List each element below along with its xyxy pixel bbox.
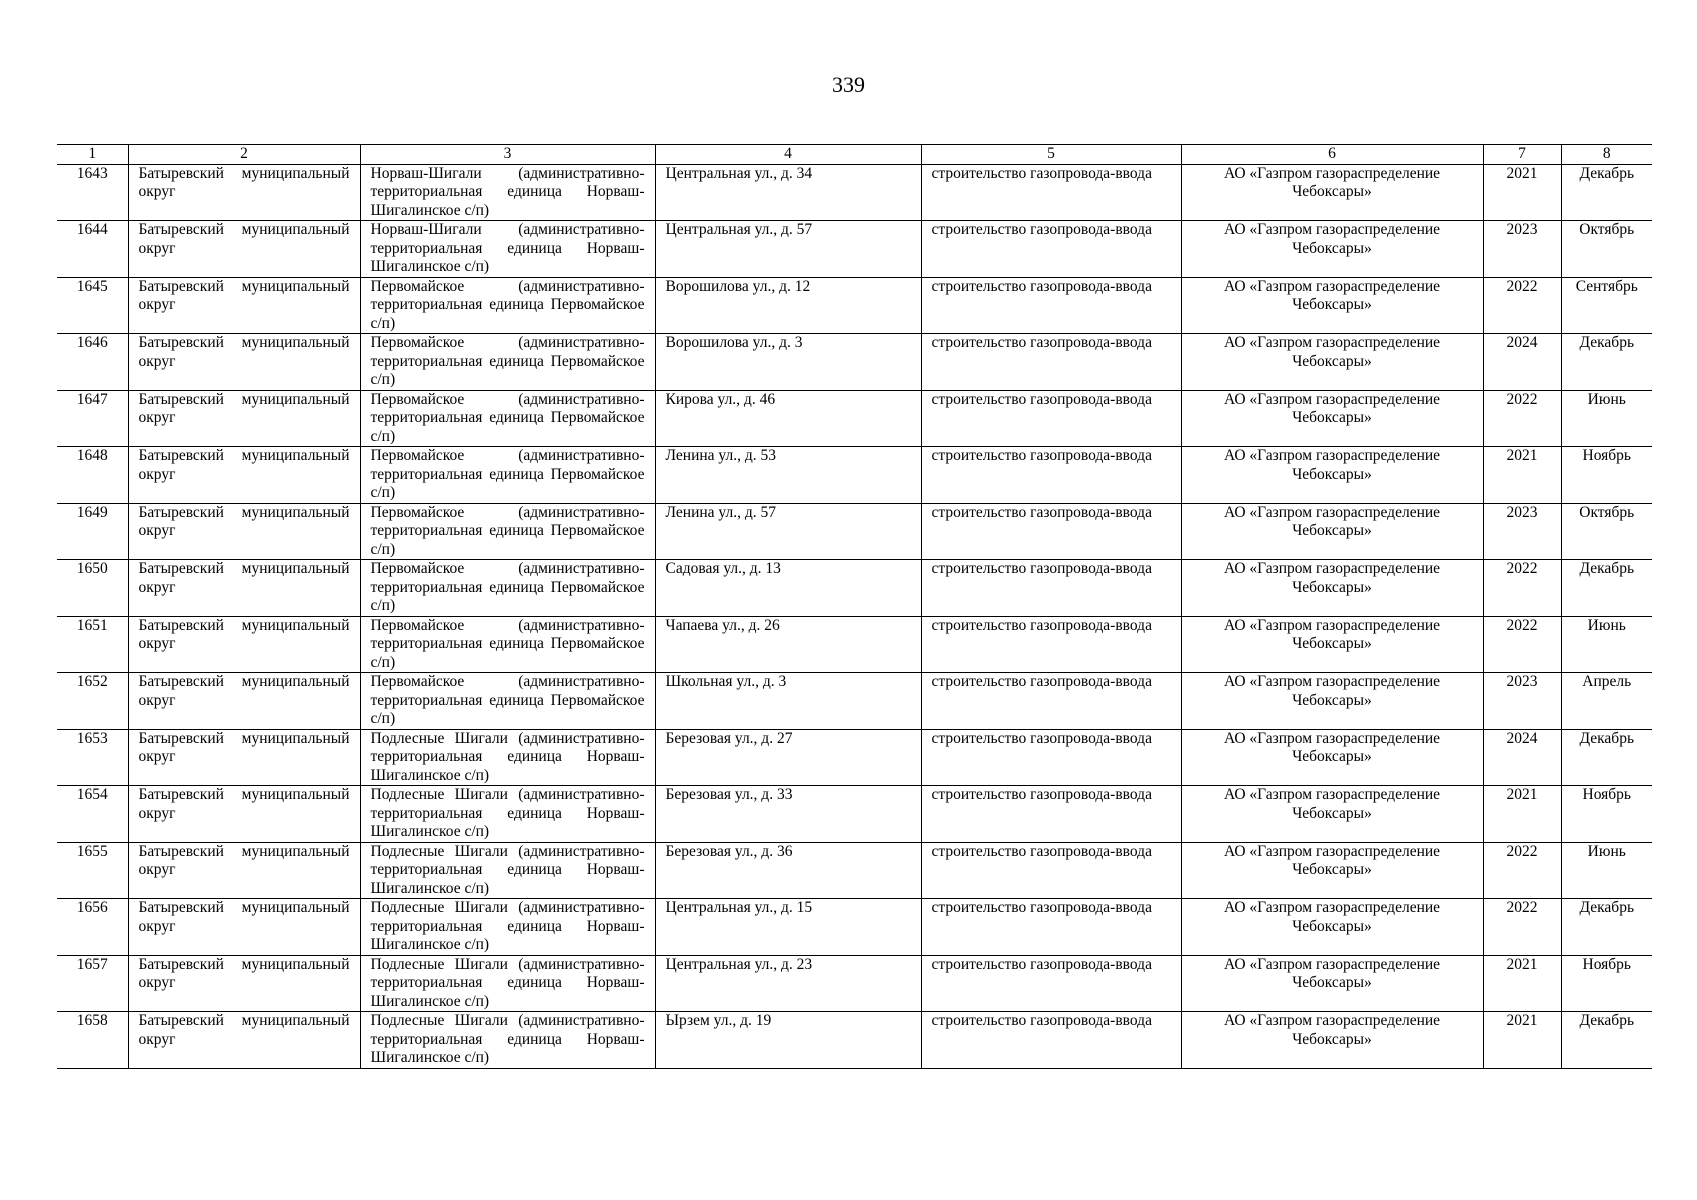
organization-cell: АО «Газпром газораспределение Чебоксары» <box>1181 447 1483 504</box>
table-body <box>57 164 1652 1068</box>
address-cell: Ырзем ул., д. 19 <box>655 1012 921 1069</box>
locality-cell: Первомайское (административно-территориальная единица Первомайское с/п) <box>360 673 655 730</box>
year-cell: 2023 <box>1483 503 1561 560</box>
table-row <box>57 1012 1652 1069</box>
row-number-cell: 1646 <box>57 334 128 391</box>
table-row <box>57 729 1652 786</box>
column-number: 4 <box>655 145 921 165</box>
organization-cell: АО «Газпром газораспределение Чебоксары» <box>1181 164 1483 221</box>
year-cell: 2021 <box>1483 1012 1561 1069</box>
locality-cell: Первомайское (административно-территориальная единица Первомайское с/п) <box>360 616 655 673</box>
district-cell: Батыревский муниципальный округ <box>128 1012 360 1069</box>
row-number-cell: 1658 <box>57 1012 128 1069</box>
work-type-cell: строительство газопровода-ввода <box>921 842 1181 899</box>
row-number-cell: 1655 <box>57 842 128 899</box>
organization-cell: АО «Газпром газораспределение Чебоксары» <box>1181 616 1483 673</box>
work-type-cell: строительство газопровода-ввода <box>921 503 1181 560</box>
year-cell: 2023 <box>1483 221 1561 278</box>
month-cell: Июнь <box>1561 842 1652 899</box>
organization-cell: АО «Газпром газораспределение Чебоксары» <box>1181 842 1483 899</box>
work-type-cell: строительство газопровода-ввода <box>921 164 1181 221</box>
district-cell: Батыревский муниципальный округ <box>128 616 360 673</box>
work-type-cell: строительство газопровода-ввода <box>921 221 1181 278</box>
address-cell: Садовая ул., д. 13 <box>655 560 921 617</box>
locality-cell: Первомайское (административно-территориальная единица Первомайское с/п) <box>360 334 655 391</box>
table-row <box>57 277 1652 334</box>
district-cell: Батыревский муниципальный округ <box>128 842 360 899</box>
row-number-cell: 1651 <box>57 616 128 673</box>
row-number-cell: 1652 <box>57 673 128 730</box>
locality-cell: Подлесные Шигали (административно-территориальная единица Норваш-Шигалинское с/п) <box>360 1012 655 1069</box>
work-type-cell: строительство газопровода-ввода <box>921 899 1181 956</box>
year-cell: 2024 <box>1483 729 1561 786</box>
table-row <box>57 673 1652 730</box>
locality-cell: Первомайское (административно-территориальная единица Первомайское с/п) <box>360 277 655 334</box>
month-cell: Апрель <box>1561 673 1652 730</box>
district-cell: Батыревский муниципальный округ <box>128 673 360 730</box>
year-cell: 2021 <box>1483 164 1561 221</box>
year-cell: 2023 <box>1483 673 1561 730</box>
address-cell: Центральная ул., д. 57 <box>655 221 921 278</box>
month-cell: Июнь <box>1561 616 1652 673</box>
month-cell: Октябрь <box>1561 221 1652 278</box>
row-number-cell: 1645 <box>57 277 128 334</box>
address-cell: Школьная ул., д. 3 <box>655 673 921 730</box>
column-number: 8 <box>1561 145 1652 165</box>
month-cell: Ноябрь <box>1561 786 1652 843</box>
district-cell: Батыревский муниципальный округ <box>128 955 360 1012</box>
work-type-cell: строительство газопровода-ввода <box>921 1012 1181 1069</box>
address-cell: Березовая ул., д. 36 <box>655 842 921 899</box>
column-number: 1 <box>57 145 128 165</box>
row-number-cell: 1654 <box>57 786 128 843</box>
month-cell: Декабрь <box>1561 334 1652 391</box>
year-cell: 2024 <box>1483 334 1561 391</box>
table-row <box>57 334 1652 391</box>
district-cell: Батыревский муниципальный округ <box>128 390 360 447</box>
table-row <box>57 560 1652 617</box>
district-cell: Батыревский муниципальный округ <box>128 786 360 843</box>
address-cell: Березовая ул., д. 27 <box>655 729 921 786</box>
organization-cell: АО «Газпром газораспределение Чебоксары» <box>1181 673 1483 730</box>
work-type-cell: строительство газопровода-ввода <box>921 560 1181 617</box>
organization-cell: АО «Газпром газораспределение Чебоксары» <box>1181 277 1483 334</box>
row-number-cell: 1650 <box>57 560 128 617</box>
work-type-cell: строительство газопровода-ввода <box>921 277 1181 334</box>
locality-cell: Норваш-Шигали (административно-территориальная единица Норваш-Шигалинское с/п) <box>360 221 655 278</box>
column-number: 6 <box>1181 145 1483 165</box>
district-cell: Батыревский муниципальный округ <box>128 277 360 334</box>
district-cell: Батыревский муниципальный округ <box>128 447 360 504</box>
year-cell: 2021 <box>1483 955 1561 1012</box>
year-cell: 2022 <box>1483 277 1561 334</box>
locality-cell: Первомайское (административно-территориальная единица Первомайское с/п) <box>360 447 655 504</box>
work-type-cell: строительство газопровода-ввода <box>921 616 1181 673</box>
work-type-cell: строительство газопровода-ввода <box>921 334 1181 391</box>
row-number-cell: 1647 <box>57 390 128 447</box>
row-number-cell: 1657 <box>57 955 128 1012</box>
year-cell: 2021 <box>1483 447 1561 504</box>
locality-cell: Подлесные Шигали (административно-территориальная единица Норваш-Шигалинское с/п) <box>360 786 655 843</box>
page-number: 339 <box>832 72 865 97</box>
row-number-cell: 1648 <box>57 447 128 504</box>
month-cell: Декабрь <box>1561 899 1652 956</box>
district-cell: Батыревский муниципальный округ <box>128 221 360 278</box>
column-number: 7 <box>1483 145 1561 165</box>
organization-cell: АО «Газпром газораспределение Чебоксары» <box>1181 955 1483 1012</box>
organization-cell: АО «Газпром газораспределение Чебоксары» <box>1181 786 1483 843</box>
locality-cell: Подлесные Шигали (административно-территориальная единица Норваш-Шигалинское с/п) <box>360 842 655 899</box>
organization-cell: АО «Газпром газораспределение Чебоксары» <box>1181 221 1483 278</box>
year-cell: 2022 <box>1483 842 1561 899</box>
month-cell: Декабрь <box>1561 1012 1652 1069</box>
month-cell: Июнь <box>1561 390 1652 447</box>
work-type-cell: строительство газопровода-ввода <box>921 673 1181 730</box>
district-cell: Батыревский муниципальный округ <box>128 334 360 391</box>
year-cell: 2022 <box>1483 560 1561 617</box>
address-cell: Центральная ул., д. 34 <box>655 164 921 221</box>
district-cell: Батыревский муниципальный округ <box>128 729 360 786</box>
work-type-cell: строительство газопровода-ввода <box>921 729 1181 786</box>
organization-cell: АО «Газпром газораспределение Чебоксары» <box>1181 1012 1483 1069</box>
work-type-cell: строительство газопровода-ввода <box>921 390 1181 447</box>
month-cell: Ноябрь <box>1561 955 1652 1012</box>
address-cell: Центральная ул., д. 15 <box>655 899 921 956</box>
year-cell: 2021 <box>1483 786 1561 843</box>
work-type-cell: строительство газопровода-ввода <box>921 786 1181 843</box>
locality-cell: Первомайское (административно-территориальная единица Первомайское с/п) <box>360 560 655 617</box>
locality-cell: Первомайское (административно-территориальная единица Первомайское с/п) <box>360 503 655 560</box>
month-cell: Сентябрь <box>1561 277 1652 334</box>
locality-cell: Подлесные Шигали (административно-территориальная единица Норваш-Шигалинское с/п) <box>360 899 655 956</box>
table-row <box>57 390 1652 447</box>
row-number-cell: 1643 <box>57 164 128 221</box>
table-row <box>57 503 1652 560</box>
register-table <box>57 144 1652 1069</box>
table-row <box>57 221 1652 278</box>
month-cell: Декабрь <box>1561 729 1652 786</box>
table-row <box>57 899 1652 956</box>
address-cell: Чапаева ул., д. 26 <box>655 616 921 673</box>
column-number: 2 <box>128 145 360 165</box>
year-cell: 2022 <box>1483 390 1561 447</box>
organization-cell: АО «Газпром газораспределение Чебоксары» <box>1181 390 1483 447</box>
table-row <box>57 842 1652 899</box>
year-cell: 2022 <box>1483 616 1561 673</box>
address-cell: Ворошилова ул., д. 3 <box>655 334 921 391</box>
month-cell: Декабрь <box>1561 164 1652 221</box>
table-row <box>57 955 1652 1012</box>
column-number: 5 <box>921 145 1181 165</box>
table-row <box>57 447 1652 504</box>
address-cell: Березовая ул., д. 33 <box>655 786 921 843</box>
row-number-cell: 1656 <box>57 899 128 956</box>
work-type-cell: строительство газопровода-ввода <box>921 955 1181 1012</box>
organization-cell: АО «Газпром газораспределение Чебоксары» <box>1181 334 1483 391</box>
organization-cell: АО «Газпром газораспределение Чебоксары» <box>1181 729 1483 786</box>
year-cell: 2022 <box>1483 899 1561 956</box>
district-cell: Батыревский муниципальный округ <box>128 560 360 617</box>
district-cell: Батыревский муниципальный округ <box>128 164 360 221</box>
organization-cell: АО «Газпром газораспределение Чебоксары» <box>1181 899 1483 956</box>
locality-cell: Подлесные Шигали (административно-территориальная единица Норваш-Шигалинское с/п) <box>360 955 655 1012</box>
work-type-cell: строительство газопровода-ввода <box>921 447 1181 504</box>
organization-cell: АО «Газпром газораспределение Чебоксары» <box>1181 503 1483 560</box>
district-cell: Батыревский муниципальный округ <box>128 503 360 560</box>
address-cell: Центральная ул., д. 23 <box>655 955 921 1012</box>
row-number-cell: 1644 <box>57 221 128 278</box>
district-cell: Батыревский муниципальный округ <box>128 899 360 956</box>
locality-cell: Подлесные Шигали (административно-территориальная единица Норваш-Шигалинское с/п) <box>360 729 655 786</box>
column-number-row <box>57 145 1652 165</box>
month-cell: Ноябрь <box>1561 447 1652 504</box>
table-row <box>57 616 1652 673</box>
address-cell: Ворошилова ул., д. 12 <box>655 277 921 334</box>
table-row <box>57 786 1652 843</box>
month-cell: Декабрь <box>1561 560 1652 617</box>
address-cell: Ленина ул., д. 53 <box>655 447 921 504</box>
locality-cell: Норваш-Шигали (административно-территориальная единица Норваш-Шигалинское с/п) <box>360 164 655 221</box>
table-row <box>57 164 1652 221</box>
row-number-cell: 1649 <box>57 503 128 560</box>
month-cell: Октябрь <box>1561 503 1652 560</box>
address-cell: Ленина ул., д. 57 <box>655 503 921 560</box>
organization-cell: АО «Газпром газораспределение Чебоксары» <box>1181 560 1483 617</box>
row-number-cell: 1653 <box>57 729 128 786</box>
column-number: 3 <box>360 145 655 165</box>
address-cell: Кирова ул., д. 46 <box>655 390 921 447</box>
locality-cell: Первомайское (административно-территориальная единица Первомайское с/п) <box>360 390 655 447</box>
